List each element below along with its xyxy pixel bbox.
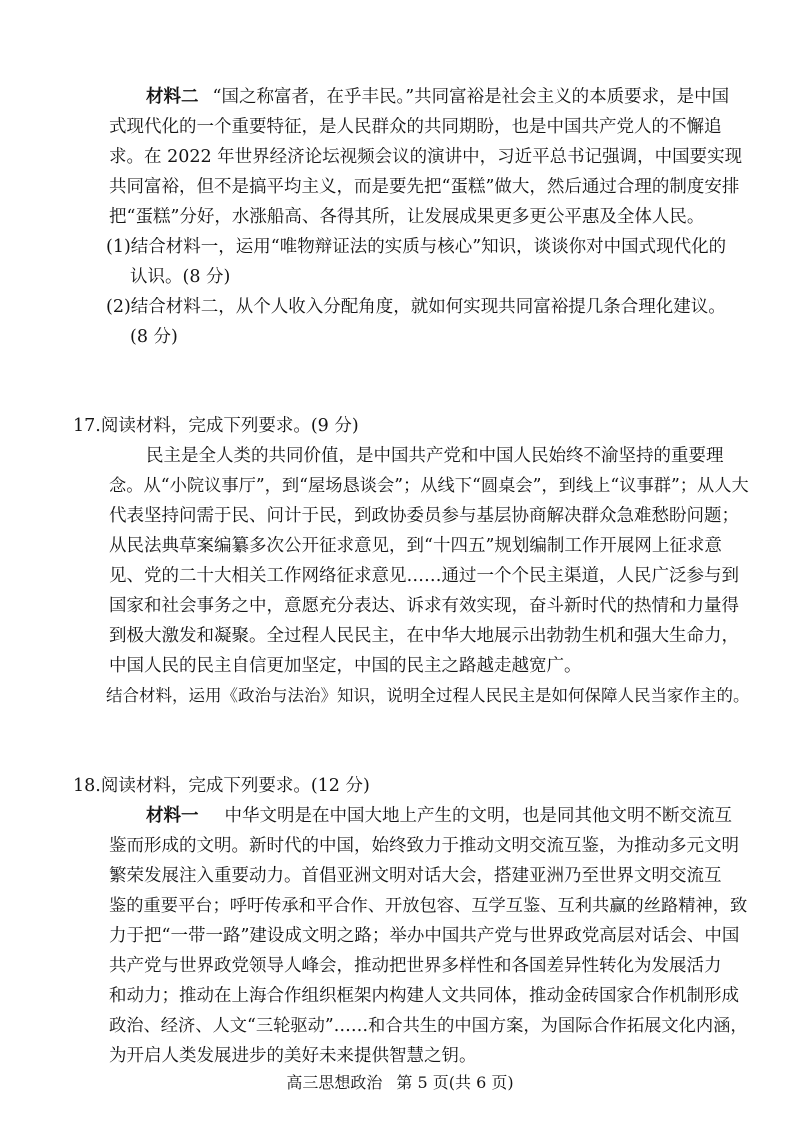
- q18-line-6: 共产党与世界政党领导人峰会，推动把世界多样性和各国差异性转化为发展活力: [109, 956, 722, 976]
- footer-subject: 高三思想政治: [286, 1073, 383, 1092]
- q16-sub-2-line-1: (2)结合材料二，从个人收入分配角度，就如何实现共同富裕提几条合理化建议。: [106, 297, 726, 317]
- q17-line-8: 中国人民的民主自信更加坚定，中国的民主之路越走越宽广。: [109, 656, 582, 676]
- q17-line-3: 代表坚持问需于民、问计于民，到政协委员参与基层协商解决群众急难愁盼问题；: [109, 506, 739, 526]
- q16-sub-1-line-1: (1)结合材料一，运用“唯物辩证法的实质与核心”知识，谈谈你对中国式现代化的: [106, 237, 727, 257]
- q18-line-7: 和动力；推动在上海合作组织框架内构建人文共同体，推动金砖国家合作机制形成: [109, 986, 739, 1006]
- material-2-line-1: [146, 84, 729, 110]
- material-2-label: 材料二: [146, 87, 199, 107]
- q18-line-1: [146, 803, 732, 829]
- q18-line-5: 力于把“一带一路”建设成文明之路；举办中国共产党与世界政党高层对话会、中国: [109, 926, 740, 946]
- q17-requirement: 结合材料，运用《政治与法治》知识，说明全过程人民民主是如何保障人民当家作主的。: [106, 686, 750, 705]
- q17-line-7: 到极大激发和凝聚。全过程人民民主，在中华大地展示出勃勃生机和强大生命力，: [109, 626, 739, 646]
- q18-line-2: 鉴而形成的文明。新时代的中国，始终致力于推动文明交流互鉴，为推动多元文明: [109, 836, 739, 856]
- material-1-label: 材料一: [146, 806, 199, 826]
- q17-line-5: 见、党的二十大相关工作网络征求意见……通过一个个民主渠道，人民广泛参与到: [109, 566, 739, 586]
- page-footer: [0, 1072, 800, 1094]
- q17-line-6: 国家和社会事务之中，意愿充分表达、诉求有效实现，奋斗新时代的热情和力量得: [109, 596, 739, 616]
- q18-line-3: 繁荣发展注入重要动力。首倡亚洲文明对话大会，搭建亚洲乃至世界文明交流互: [109, 866, 722, 886]
- q18-line-9: 为开启人类发展进步的美好未来提供智慧之钥。: [109, 1046, 477, 1066]
- material-2-line-2: 式现代化的一个重要特征，是人民群众的共同期盼，也是中国共产党人的不懈追: [109, 117, 722, 137]
- q16-sub-2-line-2: (8 分): [130, 327, 178, 347]
- footer-page-number: 第 5 页(共 6 页): [396, 1073, 514, 1092]
- q18-line-8: 政治、经济、人文“三轮驱动”……和合共生的中国方案，为国际合作拓展文化内涵，: [109, 1016, 748, 1036]
- material-2-line-5: 把“蛋糕”分好，水涨船高、各得其所，让发展成果更多更公平惠及全体人民。: [109, 207, 705, 227]
- q16-sub-1-line-2: 认识。(8 分): [130, 267, 231, 287]
- q18-line-4: 鉴的重要平台；呼吁传承和平合作、开放包容、互学互鉴、互利共赢的丝路精神，致: [109, 896, 748, 916]
- material-2-line-3: 求。在 2022 年世界经济论坛视频会议的演讲中，习近平总书记强调，中国要实现: [109, 147, 743, 167]
- q17-line-4: 从民法典草案编纂多次公开征求意见，到“十四五”规划编制工作开展网上征求意: [109, 536, 722, 556]
- q17-title: 17.阅读材料，完成下列要求。(9 分): [73, 416, 359, 436]
- q17-line-2: 念。从“小院议事厅”，到“屋场恳谈会”；从线下“圆桌会”，到线上“议事群”；从人大: [109, 476, 749, 496]
- material-2-text: “国之称富者，在乎丰民。”共同富裕是社会主义的本质要求，是中国: [212, 87, 730, 107]
- material-1-text: 中华文明是在中国大地上产生的文明，也是同其他文明不断交流互: [224, 806, 732, 826]
- q18-title: 18.阅读材料，完成下列要求。(12 分): [73, 776, 370, 796]
- q17-line-1: 民主是全人类的共同价值，是中国共产党和中国人民始终不渝坚持的重要理: [146, 446, 724, 466]
- material-2-line-4: 共同富裕，但不是搞平均主义，而是要先把“蛋糕”做大，然后通过合理的制度安排: [109, 177, 740, 197]
